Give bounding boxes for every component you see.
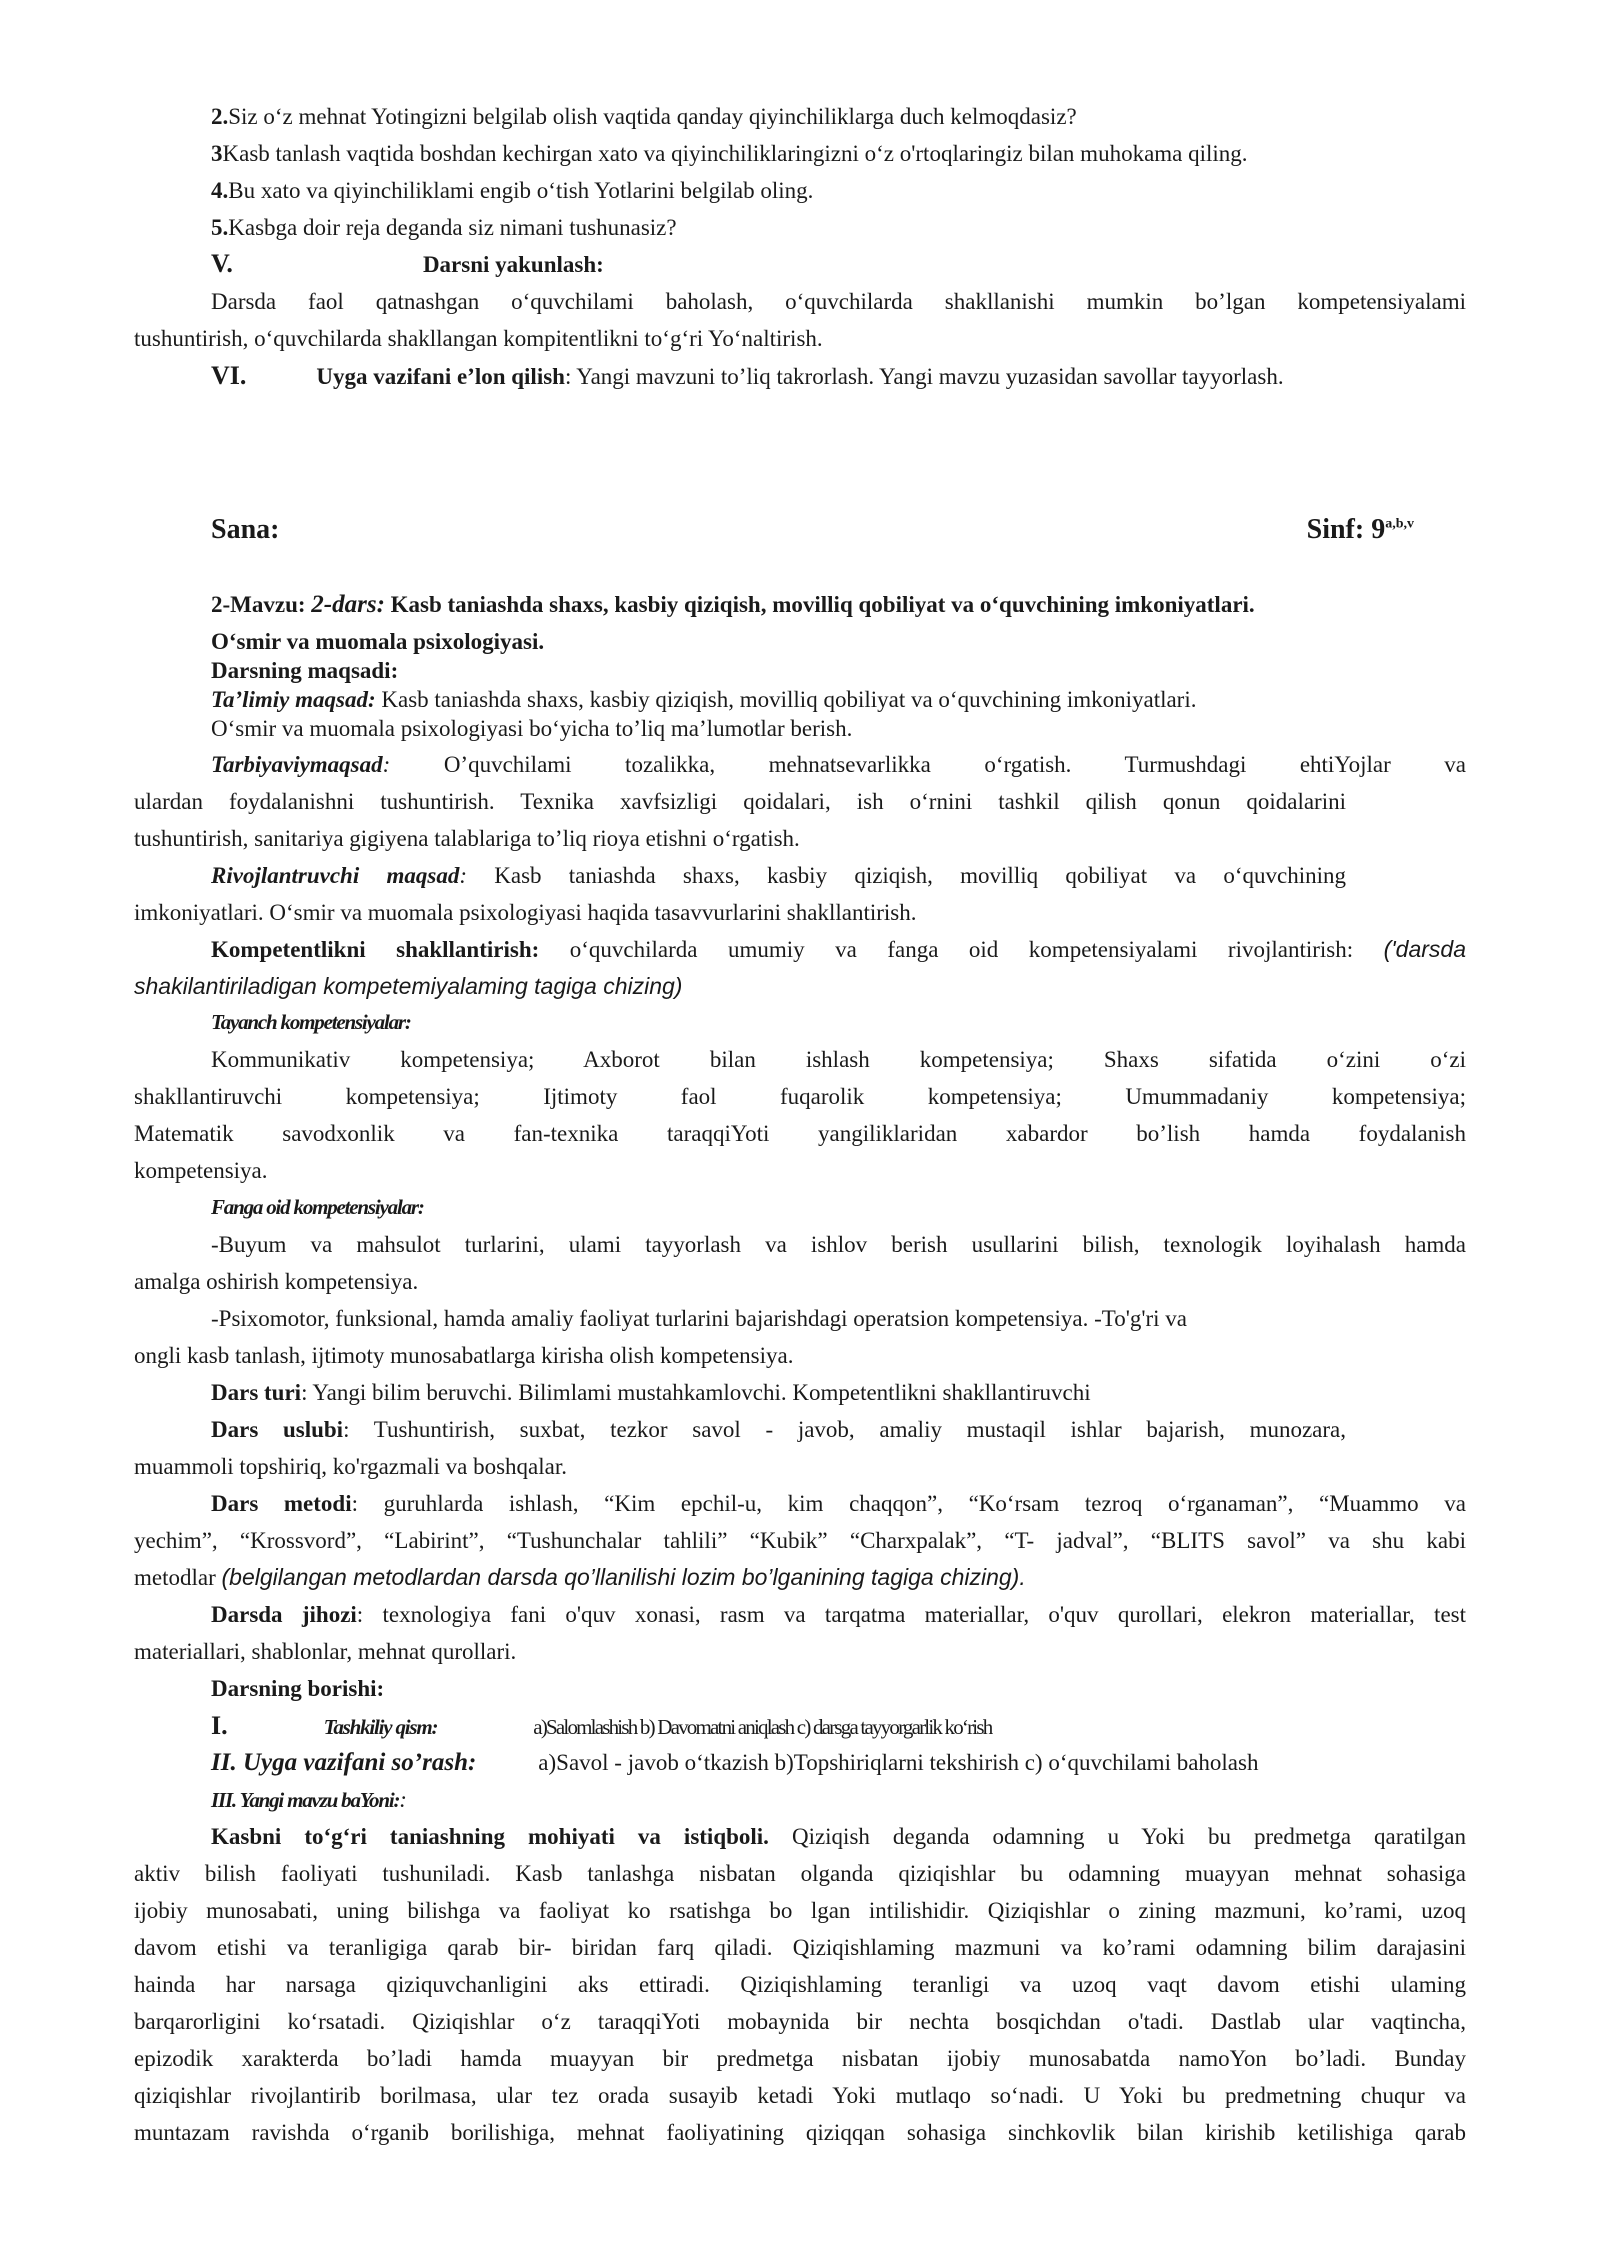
talim-label: Ta’limiy maqsad: bbox=[211, 687, 376, 712]
body-line5: hainda har narsaga qiziquvchanligini aks ettiradi. Qiziqishlaming teranligi va uzoq vaqt davom etishi ulaming bbox=[134, 1972, 1466, 1997]
dars-turi bbox=[211, 1374, 1466, 1411]
tarbiya-goal bbox=[211, 746, 1466, 783]
rivoj-goal bbox=[211, 857, 1346, 894]
dars-turi-label: Dars turi bbox=[211, 1380, 302, 1405]
question-5 bbox=[211, 209, 1466, 246]
question-number: 4. bbox=[211, 178, 229, 203]
talim-text: Kasb taniashda shaxs, kasbiy qiziqish, movilliq qobiliyat va o‘quvchining imkoniyatlari. bbox=[375, 687, 1197, 712]
question-number: 3 bbox=[211, 141, 223, 166]
class-superscript: a,b,v bbox=[1385, 516, 1414, 532]
stage-text: a)Savol - javob o‘tkazish b)Topshiriqlarni tekshirish c) o‘quvchilami baholash bbox=[538, 1750, 1259, 1775]
stage-label: II. Uyga vazifani so’rash: bbox=[211, 1749, 477, 1776]
body-line7: epizodik xarakterda bo’ladi hamda muayyan bir predmetga nisbatan ijobiy munosabatda namoYon bo’ladi. Bunday bbox=[134, 2046, 1466, 2071]
section-5-text-cont: tushuntirish, o‘quvchilarda shakllangan kompitentlikni to‘g‘ri Yo‘naltirish. bbox=[134, 326, 823, 351]
tayanch-line3: Matematik savodxonlik va fan-texnika taraqqiYoti yangiliklaridan xabardor bo’lish hamda foydalanish bbox=[134, 1121, 1466, 1146]
tayanch-line1: Kommunikativ kompetensiya; Axborot bilan ishlash kompetensiya; Shaxs sifatida o‘zini o‘zi bbox=[211, 1047, 1466, 1072]
tarbiya-label: Tarbiyaviymaqsad bbox=[211, 752, 383, 777]
dars-metodi-text: : guruhlarda ishlash, “Kim epchil-u, kim chaqqon”, “Ko‘rsam tezroq o‘rganaman”, “Muammo va bbox=[351, 1491, 1467, 1516]
tarbiya-goal-cont2: tushuntirish, sanitariya gigiyena talablariga to’liq rioya etishni o‘rgatish. bbox=[134, 826, 800, 851]
dars-uslubi bbox=[211, 1411, 1346, 1448]
question-2 bbox=[211, 98, 1466, 135]
stage-label: III. Yangi mavzu baYoni: bbox=[211, 1788, 400, 1812]
date-label: Sana: bbox=[211, 514, 280, 545]
fanga-line4: ongli kasb tanlash, ijtimoty munosabatlarga kirisha olish kompetensiya. bbox=[134, 1343, 794, 1368]
stage-3 bbox=[211, 1781, 1466, 1819]
topic-title bbox=[211, 586, 1466, 623]
lesson-number: 2-dars: bbox=[311, 591, 385, 618]
stage-label: Tashkiliy qism: bbox=[323, 1715, 438, 1739]
tayanch-line2: shakllantiruvchi kompetensiya; Ijtimoty faol fuqarolik kompetensiya; Umummadaniy kompetensiya; bbox=[134, 1084, 1466, 1109]
rivoj-label: Rivojlantruvchi maqsad bbox=[211, 863, 460, 888]
topic-text: Kasb taniashda shaxs, kasbiy qiziqish, movilliq qobiliyat va o‘quvchining imkoniyatlari. bbox=[390, 592, 1255, 617]
kompetent-text: o‘quvchilarda umumiy va fanga oid kompetensiyalami rivojlantirish: bbox=[539, 937, 1384, 962]
tayanch-line4: kompetensiya. bbox=[134, 1158, 268, 1183]
goals-heading: Darsning maqsadi: bbox=[211, 658, 399, 683]
fanga-line3: -Psixomotor, funksional, hamda amaliy faoliyat turlarini bajarishdagi operatsion kompetensiya. -To'g'ri va bbox=[211, 1306, 1187, 1331]
jihozi-cont: materiallari, shablonlar, mehnat qurollari. bbox=[134, 1639, 517, 1664]
borishi-heading: Darsning borishi: bbox=[211, 1676, 385, 1701]
stage-2 bbox=[211, 1744, 1466, 1781]
dars-uslubi-label: Dars uslubi bbox=[211, 1417, 344, 1442]
dars-metodi-cont2 bbox=[134, 1559, 1466, 1596]
body-line9: muntazam ravishda o‘rganib borilishiga, mehnat faoliyatining qiziqqan sohasiga sinchkovlik bilan kirishib ketilishiga qarab bbox=[134, 2120, 1466, 2145]
tarbiya-goal-cont: ulardan foydalanishni tushuntirish. Texnika xavfsizligi qoidalari, ish o‘rnini tashkil qilish qonun qoidalarini bbox=[134, 789, 1346, 814]
colon: : bbox=[382, 752, 391, 777]
question-text: Bu xato va qiyinchiliklami engib o‘tish Yotlarini belgilab oling. bbox=[228, 178, 814, 203]
fanga-heading: Fanga oid kompetensiyalar: bbox=[211, 1195, 424, 1219]
dars-metodi-label: Dars metodi bbox=[211, 1491, 352, 1516]
dars-metodi-cont: yechim”, “Krossvord”, “Labirint”, “Tushunchalar tahlili” “Kubik” “Charxpalak”, “T- jadval”, “BLITS savol” va shu kabi bbox=[134, 1528, 1466, 1553]
question-number: 5. bbox=[211, 215, 229, 240]
section-5-heading bbox=[211, 245, 1466, 283]
kompetent-note-cont: shakilantiriladigan kompetemiyalaming tagiga chizing) bbox=[134, 973, 683, 999]
dars-metodi bbox=[211, 1485, 1466, 1522]
jihozi-text: : texnologiya fani o'quv xonasi, rasm va tarqatma materiallar, o'quv qurollari, elekron materiallar, test bbox=[356, 1602, 1466, 1627]
topic-title-cont: O‘smir va muomala psixologiyasi. bbox=[211, 629, 545, 654]
dars-turi-text: : Yangi bilim beruvchi. Bilimlami mustahkamlovchi. Kompetentlikni shakllantiruvchi bbox=[301, 1380, 1091, 1405]
kompetent-note: ('darsda bbox=[1383, 936, 1467, 962]
dars-uslubi-text: : Tushuntirish, suxbat, tezkor savol - javob, amaliy mustaqil ishlar bajarish, munozara, bbox=[343, 1417, 1346, 1442]
jihozi bbox=[211, 1596, 1466, 1633]
question-number: 2. bbox=[211, 104, 229, 129]
body-line6: barqarorligini ko‘rsatadi. Qiziqishlar o‘z taraqqiYoti mobaynida bir nechta bosqichdan o'tadi. Dastlab ular vaqtincha, bbox=[134, 2009, 1466, 2034]
stage-number: I. bbox=[211, 1711, 228, 1740]
section-title: Darsni yakunlash: bbox=[422, 252, 604, 277]
question-3 bbox=[211, 135, 1466, 172]
section-text: : Yangi mavzuni to’liq takrorlash. Yangi mavzu yuzasidan savollar tayyorlash. bbox=[564, 364, 1284, 389]
section-number: VI. bbox=[211, 361, 247, 390]
body-line3: ijobiy munosabati, uning bilishga va faoliyat ko rsatishga bo lgan intilishidir. Qiziqishlar o zining mazmuni, ko’rami, uzoq bbox=[134, 1898, 1466, 1923]
kompetent-label: Kompetentlikni shakllantirish: bbox=[211, 937, 540, 962]
question-text: Kasb tanlash vaqtida boshdan kechirgan xato va qiyinchiliklaringizni o‘z o'rtoqlaringiz bilan muhokama qiling. bbox=[222, 141, 1248, 166]
kompetent-line bbox=[211, 931, 1466, 968]
body-line4: davom etishi va teranligiga qarab bir- biridan farq qiladi. Qiziqishlaming mazmuni va ko’rami odamning bilim darajasini bbox=[134, 1935, 1466, 1960]
stage-1 bbox=[211, 1707, 1466, 1746]
question-4 bbox=[211, 172, 1466, 209]
dars-metodi-text: metodlar bbox=[134, 1565, 222, 1590]
dars-uslubi-cont: muammoli topshiriq, ko'rgazmali va boshqalar. bbox=[134, 1454, 567, 1479]
tarbiya-text: O’quvchilami tozalikka, mehnatsevarlikka o‘rgatish. Turmushdagi ehtiYojlar va bbox=[390, 752, 1466, 777]
section-5-text: Darsda faol qatnashgan o‘quvchilami baholash, o‘quvchilarda shakllanishi mumkin bo’lgan kompetensiyalami bbox=[211, 289, 1466, 314]
colon: : bbox=[459, 863, 468, 888]
body-line8: qiziqishlar rivojlantirib borilmasa, ular tez orada susayib ketadi Yoki mutlaqo so‘nadi. U Yoki bu predmetning chuqur va bbox=[134, 2083, 1466, 2108]
topic-label: 2-Mavzu: bbox=[211, 592, 306, 617]
dars-metodi-note: (belgilangan metodlardan darsda qo’llanilishi lozim bo’lganining tagiga chizing). bbox=[221, 1564, 1026, 1590]
class-label bbox=[1307, 511, 1414, 548]
section-6-heading bbox=[211, 357, 1466, 395]
body-line1 bbox=[211, 1818, 1466, 1855]
fanga-line1: -Buyum va mahsulot turlarini, ulami tayyorlash va ishlov berish usullarini bilish, texnologik loyihalash hamda bbox=[211, 1232, 1466, 1257]
body-text: Qiziqish deganda odamning u Yoki bu predmetga qaratilgan bbox=[768, 1824, 1466, 1849]
fanga-line2: amalga oshirish kompetensiya. bbox=[134, 1269, 419, 1294]
question-text: Kasbga doir reja deganda siz nimani tushunasiz? bbox=[228, 215, 677, 240]
body-line2: aktiv bilish faoliyati tushuniladi. Kasb tanlashga nisbatan olganda qiziqishlar bu odamning muayyan mehnat sohasiga bbox=[134, 1861, 1466, 1886]
section-title: Uyga vazifani e’lon qilish bbox=[316, 364, 565, 389]
section-number: V. bbox=[211, 249, 233, 278]
rivoj-goal-cont: imkoniyatlari. O‘smir va muomala psixologiyasi haqida tasavvurlarini shakllantirish. bbox=[134, 900, 917, 925]
question-text: Siz o‘z mehnat Yotingizni belgilab olish vaqtida qanday qiyinchiliklarga duch kelmoqdasiz? bbox=[228, 104, 1077, 129]
tayanch-heading: Tayanch kompetensiyalar: bbox=[211, 1010, 411, 1034]
stage-text: a)Salomlashish b) Davomatni aniqlash c) darsga tayyorgarlik ko‘rish bbox=[533, 1715, 992, 1739]
rivoj-text: Kasb taniashda shaxs, kasbiy qiziqish, movilliq qobiliyat va o‘quvchining bbox=[467, 863, 1346, 888]
body-lead: Kasbni to‘g‘ri taniashning mohiyati va istiqboli. bbox=[211, 1824, 769, 1849]
class-text: Sinf: 9 bbox=[1306, 514, 1386, 545]
talim-goal-cont: O‘smir va muomala psixologiyasi bo‘yicha to’liq ma’lumotlar berish. bbox=[211, 716, 853, 741]
jihozi-label: Darsda jihozi bbox=[211, 1602, 357, 1627]
colon: : bbox=[399, 1787, 407, 1812]
